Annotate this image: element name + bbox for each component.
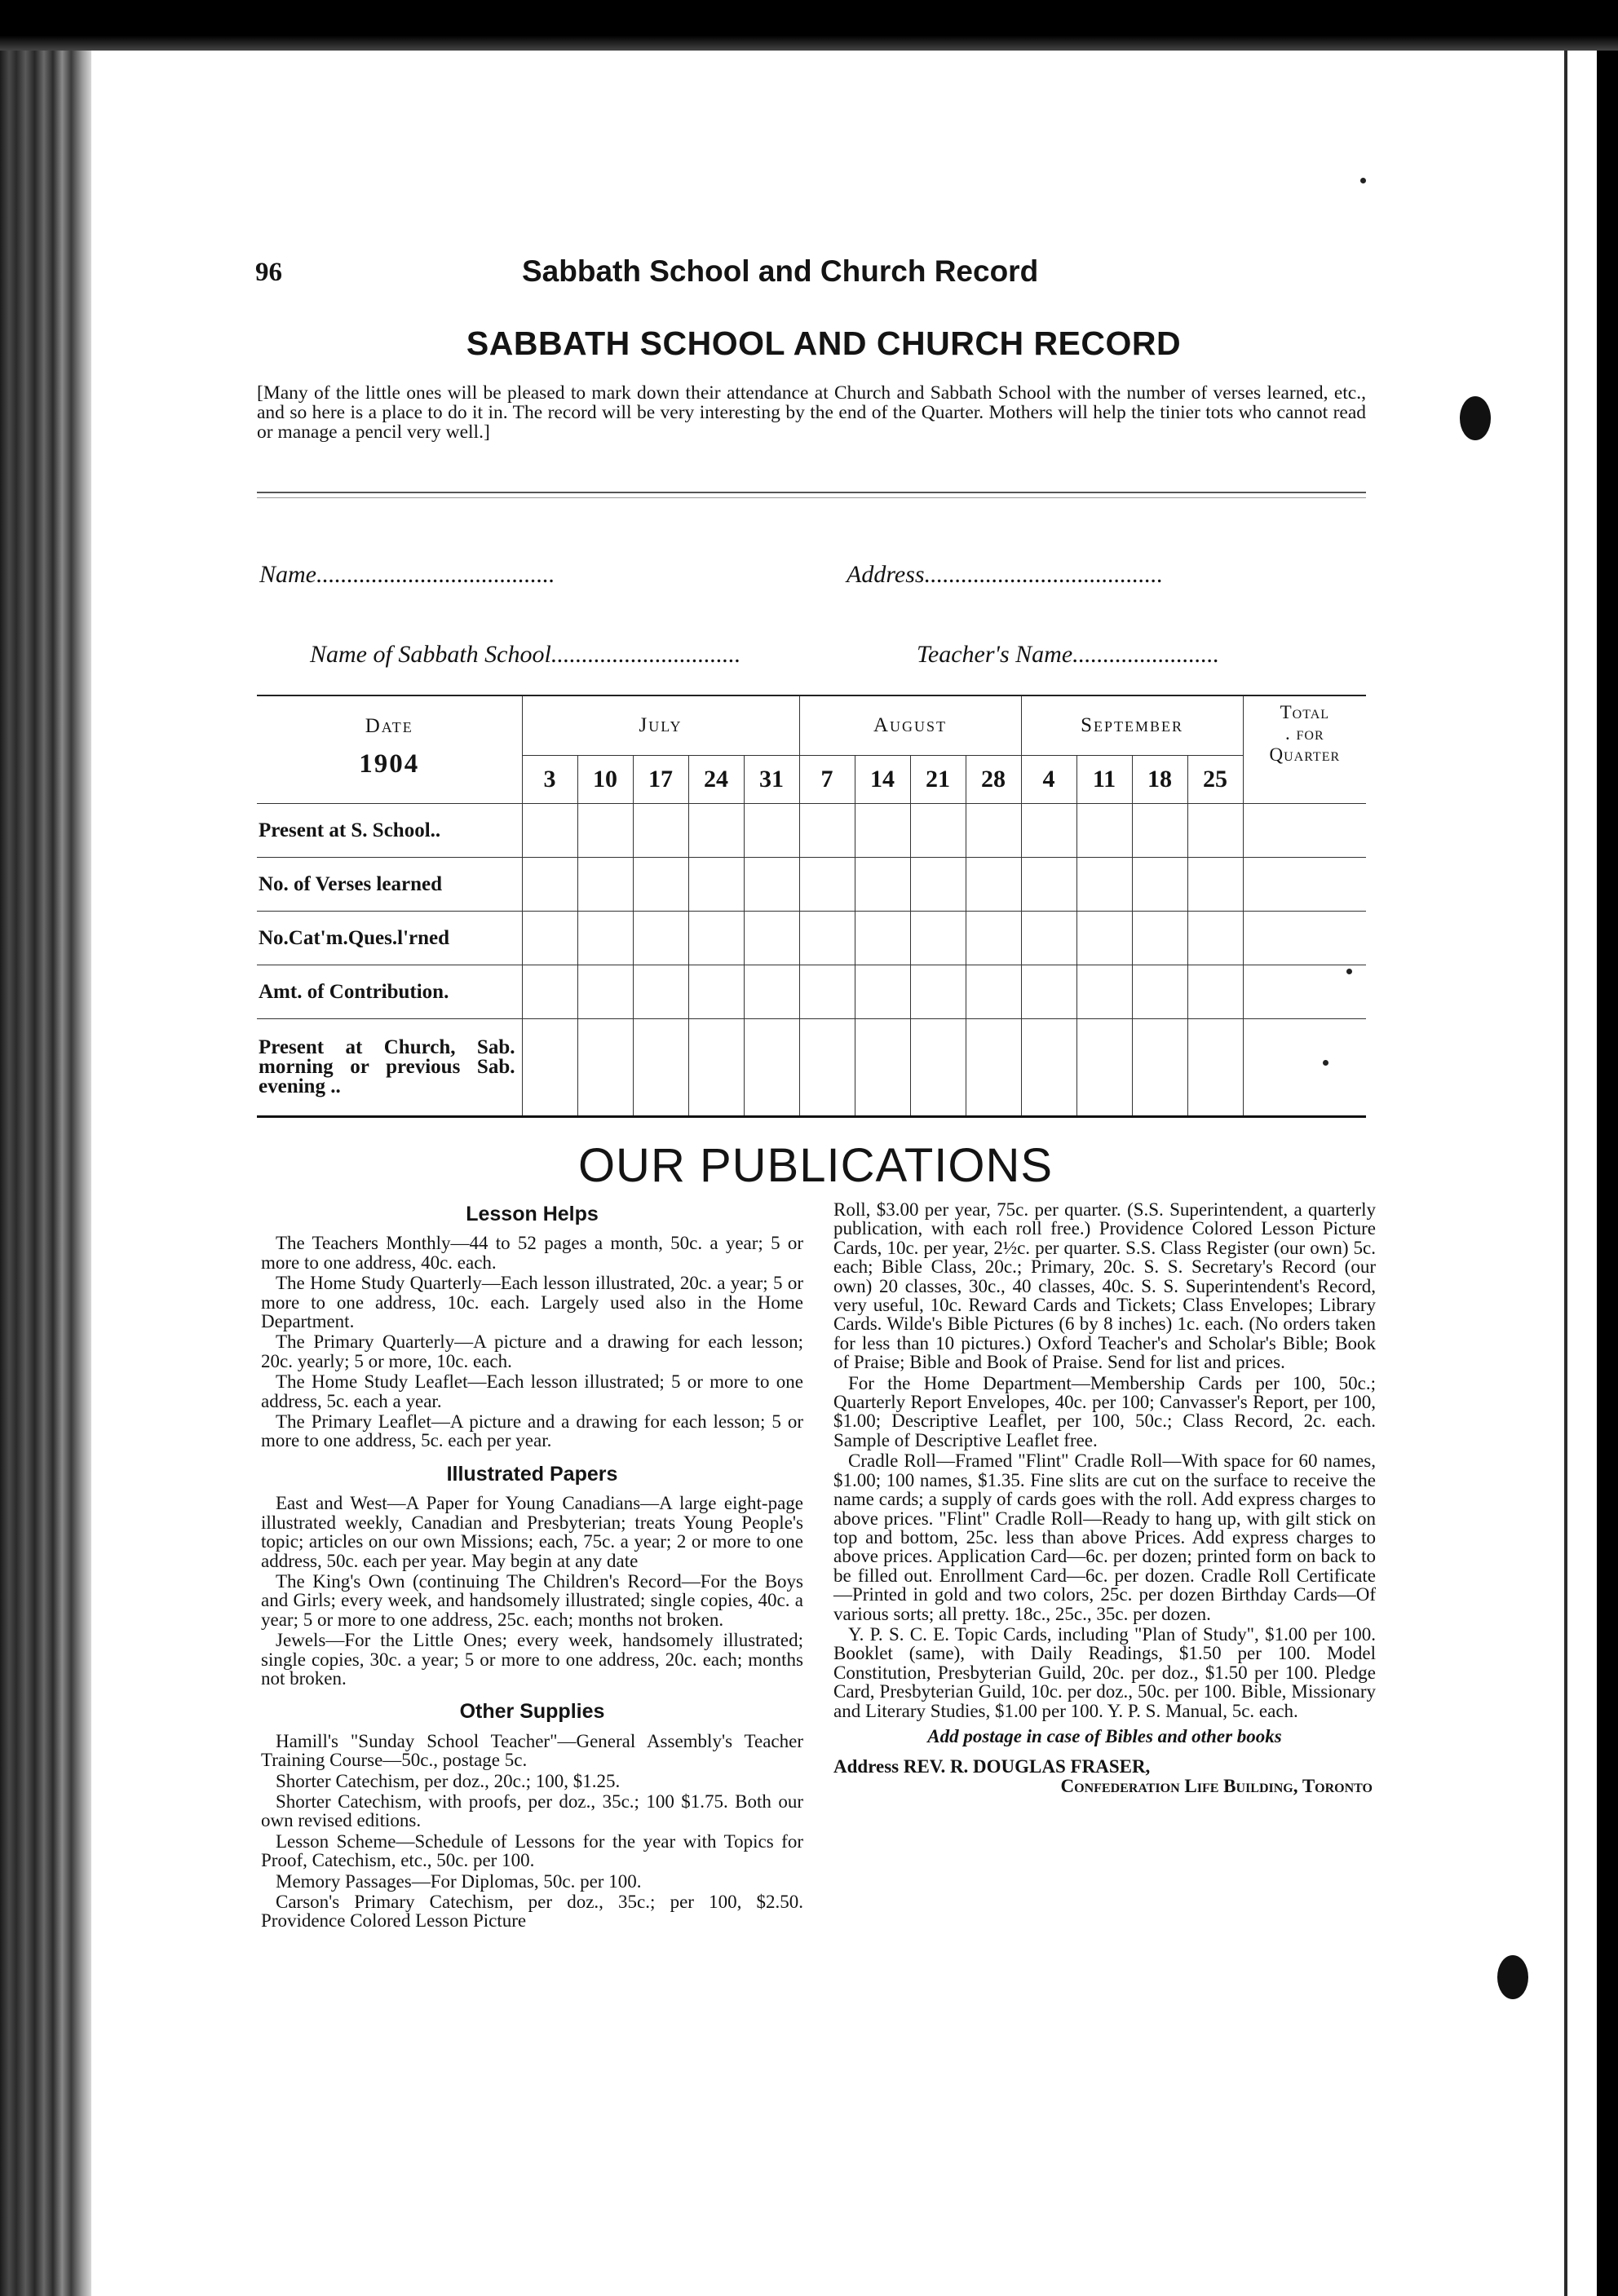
date-header: Date 1904: [257, 695, 522, 804]
attendance-cell[interactable]: [799, 912, 855, 965]
attendance-cell[interactable]: [522, 858, 577, 912]
day-july-24: 24: [688, 756, 744, 804]
other-supplies-heading: Other Supplies: [459, 1700, 605, 1724]
attendance-cell[interactable]: [966, 965, 1021, 1019]
attendance-cell[interactable]: [966, 1019, 1021, 1117]
attendance-cell[interactable]: [910, 804, 966, 858]
publication-item: Hamill's "Sunday School Teacher"—General Assembly's Teacher Training Course—50c., postage 5c.: [261, 1730, 803, 1771]
teacher-dots: ........................: [1072, 641, 1220, 668]
attendance-cell[interactable]: [688, 804, 744, 858]
attendance-grid: [257, 695, 1366, 1118]
attendance-cell[interactable]: [1132, 912, 1187, 965]
attendance-cell[interactable]: [799, 965, 855, 1019]
attendance-cell[interactable]: [688, 912, 744, 965]
publication-item: Y. P. S. C. E. Topic Cards, including "Plan of Study", $1.00 per 100. Booklet (same), with Daily Readings, $1.50 per 100. Model Constitution, Presbyterian Guild, 20c. per doz., $1.50 per 100. Pledge Card, Presbyterian Guild, 10c. per doz., 50c. per 100. Bible, Missionary and Literary Studies, $1.00 per 100. Y. P. S. Manual, 5c. each.: [833, 1623, 1376, 1721]
attendance-cell[interactable]: [910, 965, 966, 1019]
attendance-cell[interactable]: [966, 858, 1021, 912]
attendance-cell[interactable]: [1132, 804, 1187, 858]
address-dots: .......................................: [924, 561, 1164, 588]
publication-item: The Home Study Leaflet—Each lesson illustrated; 5 or more to one address, 5c. each a year.: [261, 1371, 803, 1411]
publication-item: Carson's Primary Catechism, per doz., 35c.; per 100, $2.50. Providence Colored Lesson Picture: [261, 1892, 803, 1932]
attendance-cell[interactable]: [688, 858, 744, 912]
attendance-cell[interactable]: [1021, 1019, 1076, 1117]
row-label: Present at S. School..: [257, 804, 522, 858]
attendance-cell[interactable]: [744, 804, 799, 858]
attendance-cell[interactable]: [522, 965, 577, 1019]
attendance-cell[interactable]: [910, 858, 966, 912]
day-august-7: 7: [799, 756, 855, 804]
attendance-cell[interactable]: [522, 804, 577, 858]
publication-item: The Primary Quarterly—A picture and a drawing for each lesson; 20c. yearly; 5 or more, 10c. each.: [261, 1331, 803, 1371]
ink-speck: [1360, 178, 1366, 183]
postage-note: Add postage in case of Bibles and other books: [927, 1725, 1282, 1746]
school-label: Name of Sabbath School: [310, 641, 551, 668]
attendance-cell[interactable]: [910, 912, 966, 965]
publication-item: East and West—A Paper for Young Canadians—A large eight-page illustrated weekly, Canadian and Presbyterian; treats Young People's topic; articles on our own Missions; each, 75c. a year; 2 or more to one address, 50c. each per year. May begin at any date: [261, 1493, 803, 1571]
attendance-cell[interactable]: [633, 965, 688, 1019]
attendance-cell[interactable]: [1021, 858, 1076, 912]
address-label: Address: [847, 561, 925, 588]
attendance-cell[interactable]: [633, 1019, 688, 1117]
attendance-cell[interactable]: [855, 912, 910, 965]
attendance-cell[interactable]: [855, 858, 910, 912]
day-september-11: 11: [1076, 756, 1132, 804]
publications-right-column: [833, 1200, 1376, 1795]
publication-item: For the Home Department—Membership Cards per 100, 50c.; Quarterly Report Envelopes, 40c. per 100; Canvasser's Report, per 100, $1.00; Descriptive Leaflet, per 100, 50c.; Class Record, 2c. each. Sample of Descriptive Leaflet free.: [833, 1372, 1376, 1450]
attendance-cell[interactable]: [855, 1019, 910, 1117]
day-september-18: 18: [1132, 756, 1187, 804]
grid-row: [257, 804, 1366, 858]
grid-row: [257, 965, 1366, 1019]
teacher-field[interactable]: [917, 641, 1219, 669]
day-august-28: 28: [966, 756, 1021, 804]
page-title: SABBATH SCHOOL AND CHURCH RECORD: [466, 325, 1182, 362]
page-number: 96: [255, 258, 282, 287]
attendance-cell[interactable]: [577, 804, 633, 858]
intro-note: [Many of the little ones will be pleased to mark down their attendance at Church and Sabbath School with the number of verses learned, etc., and so here is a place to do it in. The record will be very interesting by the end of the Quarter. Mothers will help the tinier tots who cannot read or manage a pencil very well.]: [257, 382, 1366, 443]
attendance-cell[interactable]: [966, 912, 1021, 965]
attendance-cell[interactable]: [577, 965, 633, 1019]
address-building: Confederation Life Building, Toronto: [1060, 1775, 1373, 1796]
attendance-cell[interactable]: [799, 804, 855, 858]
publications-heading: OUR PUBLICATIONS: [577, 1139, 1054, 1192]
total-cell[interactable]: [1243, 965, 1366, 1019]
book-binding: [0, 0, 91, 2296]
school-field[interactable]: [310, 641, 740, 669]
attendance-cell[interactable]: [799, 858, 855, 912]
total-header: Total . for Quarter: [1243, 695, 1366, 804]
day-july-31: 31: [744, 756, 799, 804]
publication-item: The Teachers Monthly—44 to 52 pages a month, 50c. a year; 5 or more to one address, 40c. each.: [261, 1233, 803, 1273]
total-cell[interactable]: [1243, 1019, 1366, 1117]
attendance-cell[interactable]: [1021, 804, 1076, 858]
attendance-cell[interactable]: [966, 804, 1021, 858]
attendance-cell[interactable]: [1132, 1019, 1187, 1117]
attendance-cell[interactable]: [522, 912, 577, 965]
total-cell[interactable]: [1243, 858, 1366, 912]
attendance-cell[interactable]: [633, 858, 688, 912]
attendance-cell[interactable]: [1021, 912, 1076, 965]
attendance-cell[interactable]: [855, 965, 910, 1019]
running-head: Sabbath School and Church Record: [522, 254, 1039, 288]
day-july-10: 10: [577, 756, 633, 804]
attendance-cell[interactable]: [1132, 858, 1187, 912]
day-september-25: 25: [1187, 756, 1243, 804]
month-september: September: [1021, 695, 1243, 756]
publication-item: The Primary Leaflet—A picture and a drawing for each lesson; 5 or more to one address, 5c. each per year.: [261, 1411, 803, 1451]
attendance-cell[interactable]: [688, 1019, 744, 1117]
day-september-4: 4: [1021, 756, 1076, 804]
attendance-cell[interactable]: [799, 1019, 855, 1117]
address-field[interactable]: [847, 561, 1163, 589]
divider: [257, 497, 1366, 498]
attendance-cell[interactable]: [744, 912, 799, 965]
name-label: Name: [259, 561, 316, 588]
attendance-cell[interactable]: [1076, 1019, 1132, 1117]
grid-row: [257, 1019, 1366, 1117]
attendance-cell[interactable]: [910, 1019, 966, 1117]
scan-right-edge: [1597, 51, 1618, 2296]
day-july-17: 17: [633, 756, 688, 804]
publication-item: Memory Passages—For Diplomas, 50c. per 100.: [276, 1870, 642, 1892]
lesson-helps-heading: Lesson Helps: [466, 1203, 599, 1225]
attendance-cell[interactable]: [744, 1019, 799, 1117]
divider: [257, 492, 1366, 493]
attendance-cell[interactable]: [1187, 858, 1243, 912]
teacher-label: Teacher's Name: [917, 641, 1073, 668]
publication-item: Lesson Scheme—Schedule of Lessons for the year with Topics for Proof, Catechism, etc., 50c. per 100.: [261, 1830, 803, 1871]
attendance-cell[interactable]: [1076, 912, 1132, 965]
attendance-cell[interactable]: [1187, 965, 1243, 1019]
attendance-cell[interactable]: [522, 1019, 577, 1117]
attendance-cell[interactable]: [633, 912, 688, 965]
illustrated-papers-heading: Illustrated Papers: [446, 1462, 618, 1486]
row-label: No. of Verses learned: [257, 858, 522, 912]
publications-left-column: [261, 1200, 803, 1932]
attendance-cell[interactable]: [1187, 1019, 1243, 1117]
scan-top-edge: [0, 0, 1618, 51]
punch-hole: [1460, 396, 1491, 440]
publication-item: Shorter Catechism, per doz., 20c.; 100, $1.25.: [276, 1770, 621, 1791]
attendance-cell[interactable]: [1076, 804, 1132, 858]
attendance-cell[interactable]: [1187, 912, 1243, 965]
year: 1904: [359, 749, 420, 779]
attendance-cell[interactable]: [577, 1019, 633, 1117]
total-cell[interactable]: [1243, 804, 1366, 858]
name-field[interactable]: [259, 561, 555, 589]
month-august: August: [799, 695, 1021, 756]
school-dots: ...............................: [550, 641, 741, 668]
attendance-cell[interactable]: [577, 858, 633, 912]
row-label: No.Cat'm.Ques.l'rned: [257, 912, 522, 965]
total-cell[interactable]: [1243, 912, 1366, 965]
attendance-cell[interactable]: [633, 804, 688, 858]
attendance-cell[interactable]: [1076, 965, 1132, 1019]
attendance-cell[interactable]: [1132, 965, 1187, 1019]
publication-item: The Home Study Quarterly—Each lesson illustrated, 20c. a year; 5 or more to one address, 10c. each. Largely used also in the Home Department.: [261, 1273, 803, 1332]
attendance-cell[interactable]: [744, 965, 799, 1019]
publication-item: Roll, $3.00 per year, 75c. per quarter. (S.S. Superintendent, a quarterly publication, with each roll free.) Providence Colored Lesson Picture Cards, 10c. per year, 2½c. per quarter. S.S. Class Register (our own) 5c. each; Bible Class, 20c.; Primary, 20c. S. S. Secretary's Record (our own) 20 classes, 30c., 40 classes, 40c. S. S. Superintendent's Record, very useful, 10c. Reward Cards and Tickets; Class Envelopes; Library Cards. Wilde's Bible Pictures (6 by 8 inches) 1c. each. (No orders taken for less than 10 pictures.) Oxford Teacher's and Scholar's Bible; Book of Praise; Bible and Book of Praise. Send for list and prices.: [833, 1199, 1376, 1373]
month-july: July: [522, 695, 799, 756]
page-edge-line: [1564, 51, 1567, 2296]
attendance-cell[interactable]: [1076, 858, 1132, 912]
publication-item: Cradle Roll—Framed "Flint" Cradle Roll—With space for 60 names, $1.00; 100 names, $1.35. Fine slits are cut on the surface to receive the name cards; a supply of cards goes with the roll. Add express charges to above prices. "Flint" Cradle Roll—Ready to hang up, with gilt stick on top and bottom, 25c. less than above Prices. Add express charges to above prices. Application Card—6c. per dozen; printed form on back to be filled out. Enrollment Card—6c. per dozen. Cradle Roll Certificate—Printed in gold and two colors, 25c. per dozen Birthday Cards—Of various sorts; all pretty. 18c., 25c., 35c. per dozen.: [833, 1450, 1376, 1624]
attendance-cell[interactable]: [744, 858, 799, 912]
attendance-cell[interactable]: [577, 912, 633, 965]
grid-row: [257, 858, 1366, 912]
publication-item: Shorter Catechism, with proofs, per doz., 35c.; 100 $1.75. Both our own revised editions.: [261, 1790, 803, 1831]
name-dots: .......................................: [316, 561, 555, 588]
attendance-cell[interactable]: [1021, 965, 1076, 1019]
day-august-14: 14: [855, 756, 910, 804]
publication-item: Jewels—For the Little Ones; every week, handsomely illustrated; single copies, 30c. a year; 5 or more to one address, 20c. each; months not broken.: [261, 1630, 803, 1689]
attendance-cell[interactable]: [855, 804, 910, 858]
attendance-cell[interactable]: [688, 965, 744, 1019]
address-line: Address REV. R. DOUGLAS FRASER,: [833, 1756, 1151, 1777]
day-august-21: 21: [910, 756, 966, 804]
grid-row: [257, 912, 1366, 965]
punch-hole: [1497, 1955, 1528, 1999]
attendance-cell[interactable]: [1187, 804, 1243, 858]
day-july-3: 3: [522, 756, 577, 804]
publication-item: The King's Own (continuing The Children's Record—For the Boys and Girls; every week, and handsomely illustrated; single copies, 40c. a year; 5 or more to one address, 25c. each; months not broken.: [261, 1570, 803, 1630]
row-label: Amt. of Contribution.: [257, 965, 522, 1019]
row-label: Present at Church, Sab. morning or previous Sab. evening ..: [257, 1019, 522, 1117]
